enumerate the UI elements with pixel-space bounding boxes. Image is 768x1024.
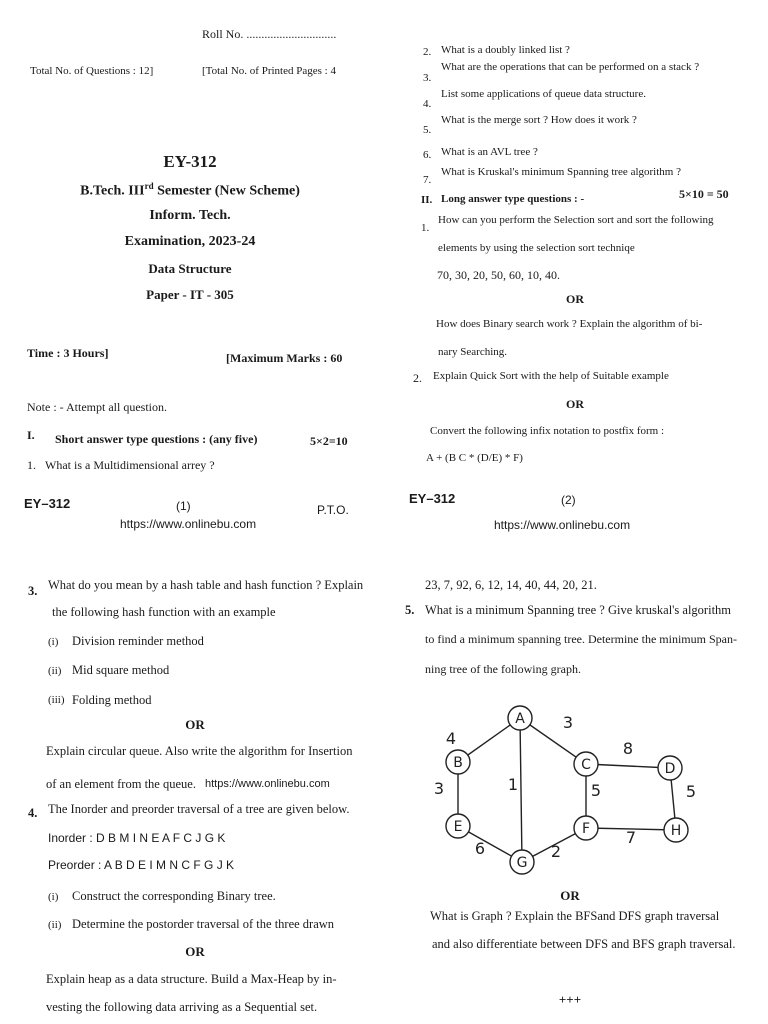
question-3-alt-line-2: of an element from the queue. xyxy=(46,777,196,791)
long-question-2-text: Explain Quick Sort with the help of Suitable example xyxy=(433,370,669,382)
section-2-number: II. xyxy=(421,194,433,206)
programme-text: B.Tech. III xyxy=(80,183,145,199)
spanning-tree-graph xyxy=(400,690,740,890)
hash-method-item: Mid square method xyxy=(72,663,170,677)
question-3-line-2: the following hash function with an example xyxy=(52,605,276,619)
preorder-sequence: Preorder : A B D E I M N C F G J K xyxy=(48,858,235,872)
graph-edge-weight: 5 xyxy=(685,782,697,801)
question-number: 4. xyxy=(423,98,432,110)
short-question-text: What is Kruskal's minimum Spanning tree algorithm ? xyxy=(441,166,681,178)
question-5-alt-line-1: What is Graph ? Explain the BFSand DFS graph traversal xyxy=(430,909,720,923)
question-number: 2. xyxy=(413,371,422,385)
tree-task-item: Determine the postorder traversal of the three drawn xyxy=(72,917,335,931)
long-question-1-alt-line-2: nary Searching. xyxy=(438,346,508,358)
question-number: 1. xyxy=(421,222,430,234)
section-2-marks: 5×10 = 50 xyxy=(679,187,729,201)
footer-code: EY–312 xyxy=(24,496,71,511)
question-number: 3. xyxy=(423,72,432,84)
long-question-1-alt-line-1: How does Binary search work ? Explain the algorithm of bi- xyxy=(436,318,703,330)
question-number: 2. xyxy=(423,46,432,58)
sub-item-number: (i) xyxy=(48,891,59,903)
question-number: 3. xyxy=(28,584,38,598)
branch: Inform. Tech. xyxy=(149,208,231,223)
question-5-line-2: to find a minimum spanning tree. Determine the minimum Span- xyxy=(425,632,737,646)
section-1-number: I. xyxy=(27,428,35,442)
graph-node-label: D xyxy=(664,761,676,777)
question-5-line-3: ning tree of the following graph. xyxy=(425,662,581,676)
question-4-alt-line-1: Explain heap as a data structure. Build a Max-Heap by in- xyxy=(46,972,337,986)
graph-node-label: C xyxy=(581,757,591,773)
question-3-alt-line-1: Explain circular queue. Also write the algorithm for Insertion xyxy=(46,744,353,758)
hash-method-item: Folding method xyxy=(72,693,152,707)
graph-edge-weight: 8 xyxy=(622,739,634,758)
programme-rest: Semester (New Scheme) xyxy=(153,183,300,199)
footer-url: https://www.onlinebu.com xyxy=(494,518,631,532)
sub-item-number: (iii) xyxy=(48,694,65,706)
sub-item-number: (i) xyxy=(48,636,59,648)
graph-node-label: A xyxy=(515,711,525,727)
maximum-marks: [Maximum Marks : 60 xyxy=(226,351,343,365)
total-questions: Total No. of Questions : 12] xyxy=(30,65,154,77)
graph-node-label: E xyxy=(453,819,463,835)
long-question-1-line-2: elements by using the selection sort techniqe xyxy=(438,242,635,254)
footer-pto: P.T.O. xyxy=(317,503,349,517)
subject: Data Structure xyxy=(148,261,232,276)
graph-edge-weight: 7 xyxy=(625,828,637,847)
footer-code: EY–312 xyxy=(409,491,456,506)
footer-page-number: (1) xyxy=(176,499,191,513)
short-question-text: What is an AVL tree ? xyxy=(441,146,538,158)
graph-edge-weight: 3 xyxy=(433,779,445,798)
or-divider: OR xyxy=(560,888,580,903)
paper-number: Paper - IT - 305 xyxy=(146,287,234,302)
selection-sort-data: 70, 30, 20, 50, 60, 10, 40. xyxy=(437,268,560,282)
exam-title: Examination, 2023-24 xyxy=(124,234,256,249)
tree-task-item: Construct the corresponding Binary tree. xyxy=(72,889,276,903)
graph-edge-weight: 5 xyxy=(590,781,602,800)
graph-edge-weight: 4 xyxy=(445,729,457,748)
sub-item-number: (ii) xyxy=(48,919,62,931)
paper-code: EY-312 xyxy=(163,152,217,171)
question-5-line-1: What is a minimum Spanning tree ? Give kruskal's algorithm xyxy=(425,603,732,617)
section-1-marks: 5×2=10 xyxy=(310,434,348,448)
graph-edge-weight: 3 xyxy=(562,713,574,732)
infix-expression: A + (B C * (D/E) * F) xyxy=(426,452,523,464)
end-of-paper-mark: +++ xyxy=(558,992,582,1007)
question-number: 5. xyxy=(405,603,415,617)
or-divider: OR xyxy=(185,717,205,732)
or-divider: OR xyxy=(566,292,584,306)
short-question-text: What are the operations that can be performed on a stack ? xyxy=(441,61,700,73)
graph-edge-weight: 2 xyxy=(550,842,562,861)
heap-data: 23, 7, 92, 6, 12, 14, 40, 44, 20, 21. xyxy=(425,578,597,592)
inline-url: https://www.onlinebu.com xyxy=(205,778,330,790)
question-4-alt-line-2: vesting the following data arriving as a Sequential set. xyxy=(46,1000,318,1014)
sub-item-number: (ii) xyxy=(48,665,62,677)
or-divider: OR xyxy=(185,944,205,959)
programme-line xyxy=(40,181,340,200)
graph-edge-weight: 6 xyxy=(474,839,486,858)
or-divider: OR xyxy=(566,397,584,411)
short-question-text: What is the merge sort ? How does it work ? xyxy=(441,114,637,126)
question-4-line-1: The Inorder and preorder traversal of a tree are given below. xyxy=(48,802,350,816)
question-number: 6. xyxy=(423,149,432,161)
short-question-text: What is a doubly linked list ? xyxy=(441,44,570,56)
graph-node-label: H xyxy=(670,823,682,839)
question-number: 7. xyxy=(423,174,432,186)
footer-url: https://www.onlinebu.com xyxy=(120,517,257,531)
question-number: 4. xyxy=(28,806,38,820)
graph-node-label: G xyxy=(516,855,528,871)
note: Note : - Attempt all question. xyxy=(27,400,167,414)
section-2-title: Long answer type questions : - xyxy=(441,193,585,205)
programme-sup: rd xyxy=(144,181,154,191)
section-1-title: Short answer type questions : (any five) xyxy=(55,432,258,446)
hash-method-item: Division reminder method xyxy=(72,634,204,648)
time-allowed: Time : 3 Hours] xyxy=(27,346,109,360)
graph-edge-A-G xyxy=(520,718,522,862)
total-pages: [Total No. of Printed Pages : 4 xyxy=(202,65,336,77)
long-question-1-line-1: How can you perform the Selection sort and sort the following xyxy=(438,214,714,226)
question-number: 1. xyxy=(27,458,36,472)
footer-page-number: (2) xyxy=(561,493,576,507)
graph-node-label: F xyxy=(581,821,591,837)
graph-node-label: B xyxy=(453,755,463,771)
inorder-sequence: Inorder : D B M I N E A F C J G K xyxy=(48,831,226,845)
question-1-text: What is a Multidimensional arrey ? xyxy=(45,458,215,472)
roll-number-line: Roll No. .............................. xyxy=(202,27,337,41)
question-3-line-1: What do you mean by a hash table and hash function ? Explain xyxy=(48,578,364,592)
long-question-2-alt-line-1: Convert the following infix notation to postfix form : xyxy=(430,425,665,437)
question-number: 5. xyxy=(423,124,432,136)
graph-edge-weight: 1 xyxy=(507,775,519,794)
question-5-alt-line-2: and also differentiate between DFS and BFS graph traversal. xyxy=(432,937,736,951)
short-question-text: List some applications of queue data structure. xyxy=(441,88,646,100)
